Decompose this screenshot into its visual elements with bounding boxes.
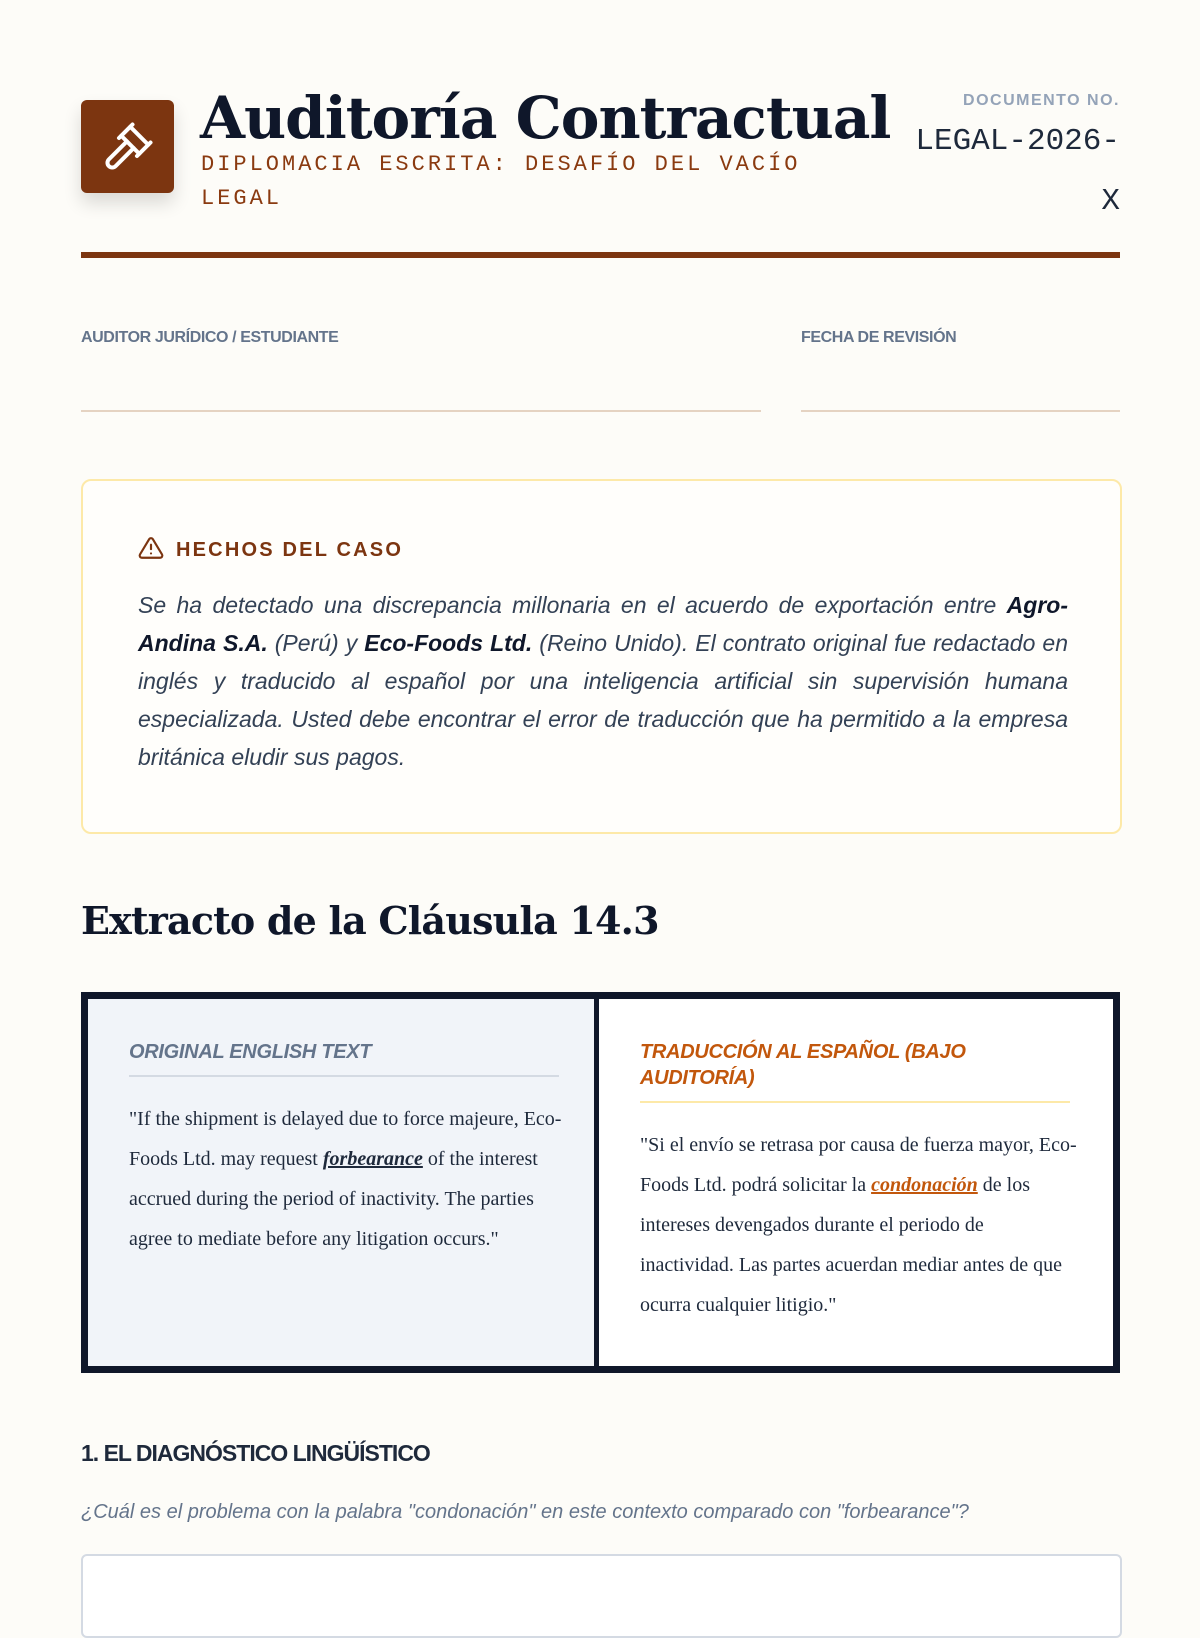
- clause-comparison-table: [81, 992, 1120, 1373]
- spanish-translation-text: [640, 1125, 1080, 1325]
- keyword-forbearance: forbearance: [322, 1148, 423, 1170]
- page-title: Auditoría Contractual: [200, 84, 891, 152]
- clause-text-part: "Si el envío se retrasa por causa de fuerza mayor, Eco-Foods Ltd. podrá solicitar la: [640, 1134, 1077, 1196]
- case-facts-title: HECHOS DEL CASO: [176, 539, 404, 561]
- question-1-prompt: ¿Cuál es el problema con la palabra "condonación" en este contexto comparado con "forbearance"?: [81, 1501, 969, 1523]
- spanish-translation-title: TRADUCCIÓN AL ESPAÑOL (BAJO AUDITORÍA): [640, 1039, 1070, 1103]
- case-facts-header: [138, 535, 403, 566]
- party-eco-foods: Eco-Foods Ltd.: [364, 630, 533, 656]
- clause-text-part: of the interest accrued during the period of inactivity. The parties agree to mediate before any litigation occurs.": [129, 1148, 538, 1250]
- auditor-field-label: AUDITOR JURÍDICO / ESTUDIANTE: [81, 329, 339, 346]
- facts-text-part: Se ha detectado una discrepancia millonaria en el acuerdo de exportación entre: [138, 592, 1007, 618]
- document-number-label: DOCUMENTO NO.: [963, 92, 1120, 109]
- clause-text-part: "If the shipment is delayed due to force majeure, Eco-Foods Ltd. may request: [129, 1108, 562, 1170]
- question-1-title: 1. EL DIAGNÓSTICO LINGÜÍSTICO: [81, 1440, 430, 1466]
- facts-text-part: (Perú) y: [267, 630, 365, 656]
- page-subtitle: DIPLOMACIA ESCRITA: DESAFÍO DEL VACÍO LEGAL: [201, 152, 801, 211]
- review-date-label: FECHA DE REVISIÓN: [801, 329, 957, 346]
- original-english-title: ORIGINAL ENGLISH TEXT: [129, 1039, 559, 1077]
- case-facts-text: [138, 586, 1068, 776]
- original-english-pane: [88, 999, 594, 1366]
- header-divider: [81, 252, 1120, 258]
- case-facts-box: [81, 479, 1122, 834]
- spanish-translation-pane: [599, 999, 1113, 1366]
- gavel-icon: [81, 100, 174, 193]
- document-number-value: LEGAL-2026-X: [915, 124, 1120, 219]
- warning-icon: [138, 535, 164, 566]
- auditor-field[interactable]: [81, 410, 761, 412]
- document-header: [81, 86, 1120, 261]
- keyword-condonacion: condonación: [871, 1174, 978, 1196]
- review-date-field[interactable]: [801, 410, 1120, 412]
- facts-text-part: (Reino Unido). El contrato original fue redactado en inglés y traducido al español por una inteligencia artificial sin supervisión humana especializada. Usted debe encontrar el error de traducción que ha permitido a la empresa británica eludir sus pagos.: [138, 630, 1068, 770]
- original-english-text: [129, 1099, 569, 1259]
- clause-section-title: Extracto de la Cláusula 14.3: [81, 898, 659, 943]
- question-1-answer-field[interactable]: [81, 1554, 1122, 1638]
- party-agro-andina: Agro-Andina S.A.: [138, 592, 1068, 656]
- clause-text-part: de los intereses devengados durante el periodo de inactividad. Las partes acuerdan mediar antes de que ocurra cualquier litigio.": [640, 1174, 1063, 1316]
